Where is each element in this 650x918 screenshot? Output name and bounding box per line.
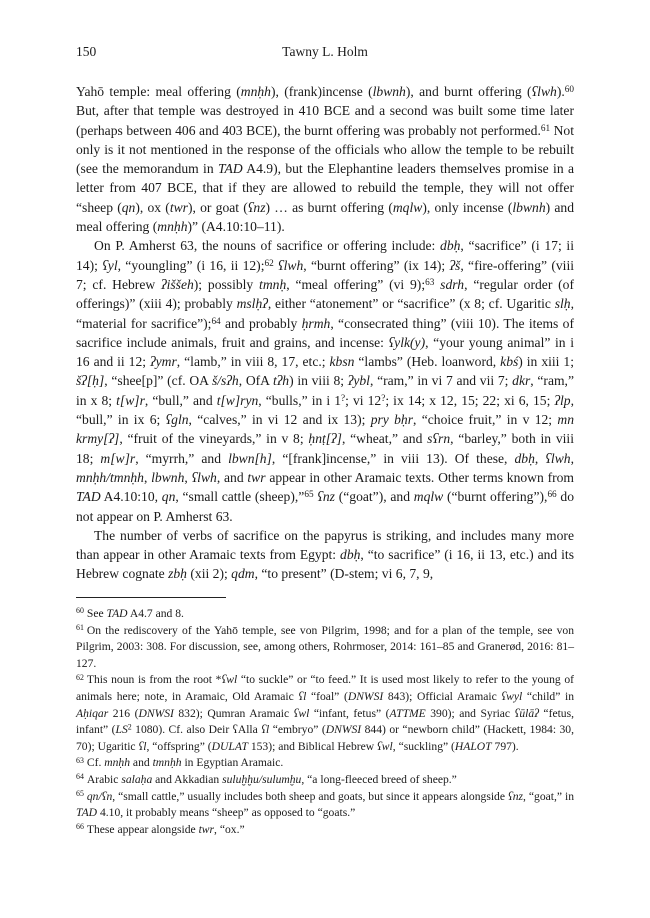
italic-term: šʔ[ḥ] (76, 373, 105, 389)
italic-term: ʕnz (507, 789, 524, 803)
text-run: 390); and Syriac (425, 706, 515, 720)
italic-term: Aḥiqar (76, 706, 109, 720)
italic-term: qn/ʕn (86, 789, 113, 803)
text-run: A4.10:10, (100, 489, 162, 505)
italic-term: lbwnh (512, 199, 546, 215)
text-run: But, after that temple was destroyed in 410 BCE and a second was built some time later (perhaps between 406 and 403 BCE), the burnt offering was probably not performed. (76, 103, 574, 138)
italic-term: twr (247, 469, 266, 485)
italic-term: lbwnh (372, 84, 406, 99)
text-run: , (534, 450, 546, 466)
italic-term: ʕwl (293, 706, 310, 720)
text-run: , “regular order (of offerings)” (xiii 4); probably (76, 276, 575, 312)
text-run: , (143, 469, 152, 485)
italic-term: ʔybl (347, 373, 370, 389)
italic-term: dbḥ (514, 450, 535, 466)
italic-term: t[w]ryn (216, 392, 259, 408)
italic-term: HALOT (454, 739, 492, 753)
text-run: On P. Amherst 63, the nouns of sacrifice or offering include: (94, 238, 441, 254)
text-run: , “offspring” ( (146, 739, 212, 753)
italic-term: suluḫḫu/sulumḫu (222, 772, 302, 786)
italic-term: ʕyl (102, 257, 118, 273)
text-run: , “wheat,” and (341, 431, 428, 447)
text-run: Cf. (86, 756, 105, 770)
text-run: , “suckling” ( (392, 739, 455, 753)
text-run: On the rediscovery of the Yahō temple, see von Pilgrim, 1998; and for a plan of the temple, see von Pilgrim, 2003: 308. For discussion, see, among others, Rohrmoser, 2014: 161–85 and Granerød, 2016: 81–127. (76, 623, 574, 670)
footnote (76, 755, 574, 772)
italic-term: qdm (231, 566, 255, 582)
text-run: ). (556, 84, 565, 99)
footnote (76, 623, 574, 673)
footnote-number: 63 (76, 755, 84, 765)
footnote-reference: ? (341, 392, 346, 403)
footnote-number: 65 (76, 788, 84, 798)
text-run: , “shee[p]” (cf. OA (104, 373, 212, 389)
footnote (76, 772, 574, 789)
italic-term: DNWSI (347, 689, 384, 703)
text-run: ), (frank)incense ( (270, 84, 373, 99)
text-run: , “fire-offering” (viii 7; cf. Hebrew (76, 257, 575, 292)
text-run: 797). (491, 739, 519, 753)
text-run: in Egyptian Aramaic. (181, 756, 284, 770)
italic-term: ʕlwh (531, 84, 557, 99)
text-run: and Akkadian (152, 772, 223, 786)
italic-term: mqlw (392, 199, 423, 215)
text-run: 844) or “newborn child” (Hackett, 1984: 30, 70); Ugaritic (76, 723, 574, 753)
italic-term: ʕwl (377, 739, 393, 753)
text-run: , “calves,” in vi 12 and ix 13); (188, 412, 371, 428)
text-run: ; ix 14; x 12, 15; 22; xi 6, 15; (385, 392, 555, 408)
footnote-reference: 60 (564, 83, 574, 94)
text-run: appear in other Aramaic texts. Other terms known from (265, 469, 575, 485)
text-run: , “burnt offering” (ix 14); (303, 257, 450, 273)
italic-term: dbḥ (340, 547, 361, 563)
text-run: A4.9), but the Elephantine leaders themselves promise in a letter from 407 BCE, that if they are allowed to rebuild the temple, they will not offer “sheep ( (76, 161, 574, 215)
footnote-reference: 2 (127, 722, 132, 732)
italic-term: zbḥ (168, 566, 187, 582)
text-run: , OfA (238, 373, 273, 389)
text-run: , “goat,” in (523, 789, 574, 803)
italic-term: LS (115, 723, 128, 737)
italic-term: ḥnṭ[ʔ] (308, 431, 342, 447)
footnote-reference: 63 (425, 276, 435, 287)
text-run: , “small cattle,” usually includes both sheep and goats, but since it appears alongside (112, 789, 508, 803)
italic-term: ʕnz (317, 489, 335, 505)
italic-term: mnḥh/tmnḥh (76, 469, 144, 485)
text-run: , “meal offering” (vi 9); (286, 276, 426, 292)
italic-term: ḥrmh (301, 315, 331, 331)
text-run: Yahō temple: meal offering ( (76, 84, 241, 99)
italic-term: ʕwl (221, 673, 238, 687)
footnote-reference: 61 (540, 122, 551, 133)
italic-term: TAD (76, 806, 98, 820)
italic-term: š/sʔh (211, 373, 239, 389)
text-run: ); possibly (193, 276, 260, 292)
italic-term: ʔlp (554, 392, 571, 408)
italic-term: mslḥʔ (236, 296, 268, 312)
text-run: , (570, 450, 574, 466)
text-run: A4.7 and 8. (127, 607, 184, 620)
text-run: , “bull,” and (144, 392, 217, 408)
italic-term: mnḥh (240, 84, 271, 99)
text-run: “lambs” (Heb. loanword, (354, 354, 501, 370)
text-run: 216 ( (108, 706, 139, 720)
italic-term: qn (161, 489, 176, 505)
text-run: , “your young animal” in i 16 and ii 12; (76, 334, 574, 370)
italic-term: sʕrn (427, 431, 451, 447)
italic-term: ʔš (449, 257, 461, 273)
text-run: ) in viii 8; (289, 373, 348, 389)
text-run: ) and meal offering ( (76, 199, 575, 235)
italic-term: ʕgln (165, 412, 189, 428)
text-run: ), or goat ( (187, 199, 248, 215)
italic-term: t[w]r (116, 392, 145, 408)
text-run: , “barley,” both in viii 18; (76, 431, 574, 466)
text-run: , “myrrh,” and (135, 450, 229, 466)
italic-term: ʕūlāʔ (514, 706, 539, 720)
text-run: (xii 2); (186, 566, 232, 582)
footnote-number: 61 (76, 623, 84, 633)
footnote-number: 66 (76, 822, 84, 832)
text-run: ) … as burnt offering ( (265, 199, 393, 215)
footnote (76, 789, 574, 822)
footnote-reference: 64 (211, 315, 221, 326)
italic-term: dkr (512, 373, 531, 389)
running-head: Tawny L. Holm (282, 44, 368, 59)
italic-term: pry bḥr (370, 412, 414, 428)
footnote (76, 672, 574, 755)
italic-term: kbsn (329, 354, 355, 370)
italic-term: ATTME (389, 706, 426, 720)
italic-term: DNWSI (138, 706, 174, 720)
text-run: 832); Qumran Aramaic (173, 706, 294, 720)
text-run: , and (216, 469, 248, 485)
text-run: ), and burnt offering ( (405, 84, 532, 99)
italic-term: kbś (500, 354, 519, 370)
italic-term: tmnḥ (259, 276, 287, 292)
italic-term: dbḥ (440, 238, 461, 254)
italic-term: mnḥh (104, 756, 131, 770)
text-run: “embryo” ( (269, 723, 326, 737)
italic-term: m[w]r (100, 450, 136, 466)
italic-term: ʕl (298, 689, 307, 703)
text-run: , (184, 469, 192, 485)
footnote-reference: ? (381, 392, 386, 403)
text-run: “fetus, infant” ( (76, 706, 575, 737)
text-run: do not appear on P. Amherst 63. (76, 489, 574, 524)
text-run: 4.10, it probably means “sheep” as opposed to “goats.” (97, 806, 356, 820)
text-run: ), ox ( (135, 199, 170, 215)
body-paragraph (76, 82, 574, 236)
text-run: “foal” ( (306, 689, 348, 703)
text-run: ) in xiii 1; (518, 354, 574, 370)
italic-term: tʔh (272, 373, 290, 389)
italic-term: ʔiššeh (161, 276, 194, 292)
italic-term: ʕwyl (501, 689, 523, 703)
text-run: , either “atonement” or “sacrifice” (x 8; cf. Ugaritic (267, 296, 555, 312)
text-run: , “bull,” in ix 6; (76, 392, 574, 428)
footnote-reference: 62 (264, 257, 274, 268)
text-run: , “material for sacrifice”); (76, 296, 574, 331)
text-run: and (130, 756, 153, 770)
text-run: 843); Official Aramaic (383, 689, 502, 703)
italic-term: ʕlwh (545, 450, 571, 466)
text-run: , “ram,” in vi 7 and vii 7; (369, 373, 513, 389)
body-paragraph (76, 236, 574, 525)
text-run: , “ram,” in x 8; (76, 373, 574, 408)
italic-term: ʕlwh (191, 469, 217, 485)
footnote (76, 822, 574, 839)
text-run: , “bulls,” in i 1 (258, 392, 342, 408)
body-paragraph (76, 526, 574, 584)
text-run: , “lamb,” in viii 8, 17, etc.; (176, 354, 330, 370)
text-run: These appear alongside (86, 822, 199, 836)
text-run: , “choice fruit,” in v 12; (413, 412, 558, 428)
italic-term: ʕylk(y) (388, 334, 426, 350)
italic-term: salaḥa (121, 772, 153, 786)
footnote-rule (76, 597, 226, 598)
footnote-number: 64 (76, 772, 84, 782)
italic-term: ʕl (261, 723, 270, 737)
footnotes (76, 606, 574, 838)
italic-term: DNWSI (325, 723, 362, 737)
text-run: , “sacrifice” (i 17; ii 14); (76, 238, 574, 273)
italic-term: qn (121, 199, 136, 215)
italic-term: mnḥh (157, 219, 188, 235)
text-run: “to suckle” or “to feed.” It is used most likely to refer to the young of animals here; note, in Aramaic, Old Aramaic (76, 673, 574, 703)
italic-term: mqlw (413, 489, 444, 505)
italic-term: twr (169, 199, 188, 215)
italic-term: mn krmy[ʔ] (76, 412, 574, 447)
footnote-number: 60 (76, 606, 84, 616)
text-run: (“goat”), and (334, 489, 414, 505)
text-run: (“burnt offering”), (443, 489, 548, 505)
text-run: Not only is it not mentioned in the response of the officials who allow the temple to be rebuilt (see the memorandum in (76, 122, 574, 177)
text-run: “infant, fetus” ( (309, 706, 390, 720)
text-run: , “ox.” (214, 822, 245, 836)
text-run: , “small cattle (sheep),” (175, 489, 305, 505)
footnote-reference: 66 (547, 489, 557, 500)
italic-term: DULAT (211, 739, 248, 753)
text-run: )” (A4.10:10–11). (187, 219, 285, 235)
italic-term: TAD (76, 489, 101, 505)
italic-term: lbwn[h] (228, 450, 272, 466)
italic-term: ʕl (138, 739, 147, 753)
text-run: , “fruit of the vineyards,” in v 8; (119, 431, 309, 447)
footnote-reference: 65 (304, 489, 314, 500)
italic-term: tmnḥh (152, 756, 182, 770)
italic-term: sdrh (440, 276, 465, 292)
text-run: ), only incense ( (422, 199, 513, 215)
italic-term: twr (198, 822, 215, 836)
text-run: 1080). Cf. also Deir ʕAlla (131, 723, 262, 737)
text-run: and probably (220, 315, 302, 331)
footnote (76, 606, 574, 623)
footnote-number: 62 (76, 672, 84, 682)
page-header (76, 44, 574, 62)
italic-term: lbwnh (151, 469, 185, 485)
italic-term: TAD (217, 161, 243, 177)
text-run: , “a long-fleeced breed of sheep.” (301, 772, 457, 786)
page-number: 150 (76, 44, 97, 59)
text-run: “child” in (522, 689, 575, 703)
text-run: This noun is from the root * (86, 673, 222, 687)
text-run: , “to sacrifice” (i 16, ii 13, etc.) and its Hebrew cognate (76, 547, 574, 582)
text-run: The number of verbs of sacrifice on the papyrus is striking, and includes many more than appear in other Aramaic texts from Egypt: (76, 527, 574, 563)
italic-term: ʕnz (247, 199, 266, 215)
text-run: ; vi 12 (345, 392, 382, 408)
text-run: Arabic (86, 772, 122, 786)
text-run: , “[frank]incense,” in viii 13). Of these, (271, 450, 515, 466)
italic-term: ʔymr (150, 354, 177, 370)
italic-term: TAD (106, 607, 128, 620)
text-run: 153); and Biblical Hebrew (247, 739, 378, 753)
text-run: , “consecrated thing” (viii 10). The items of sacrifice include animals, fruit and grains, and incense: (76, 315, 574, 350)
text-run: , “youngling” (i 16, ii 12); (117, 257, 265, 273)
main-text (76, 82, 574, 584)
text-run: , “to present” (D-stem; vi 6, 7, 9, (254, 566, 434, 582)
italic-term: ʕlwh (278, 257, 304, 273)
italic-term: slḥ (554, 296, 571, 312)
text-run: See (86, 607, 107, 620)
